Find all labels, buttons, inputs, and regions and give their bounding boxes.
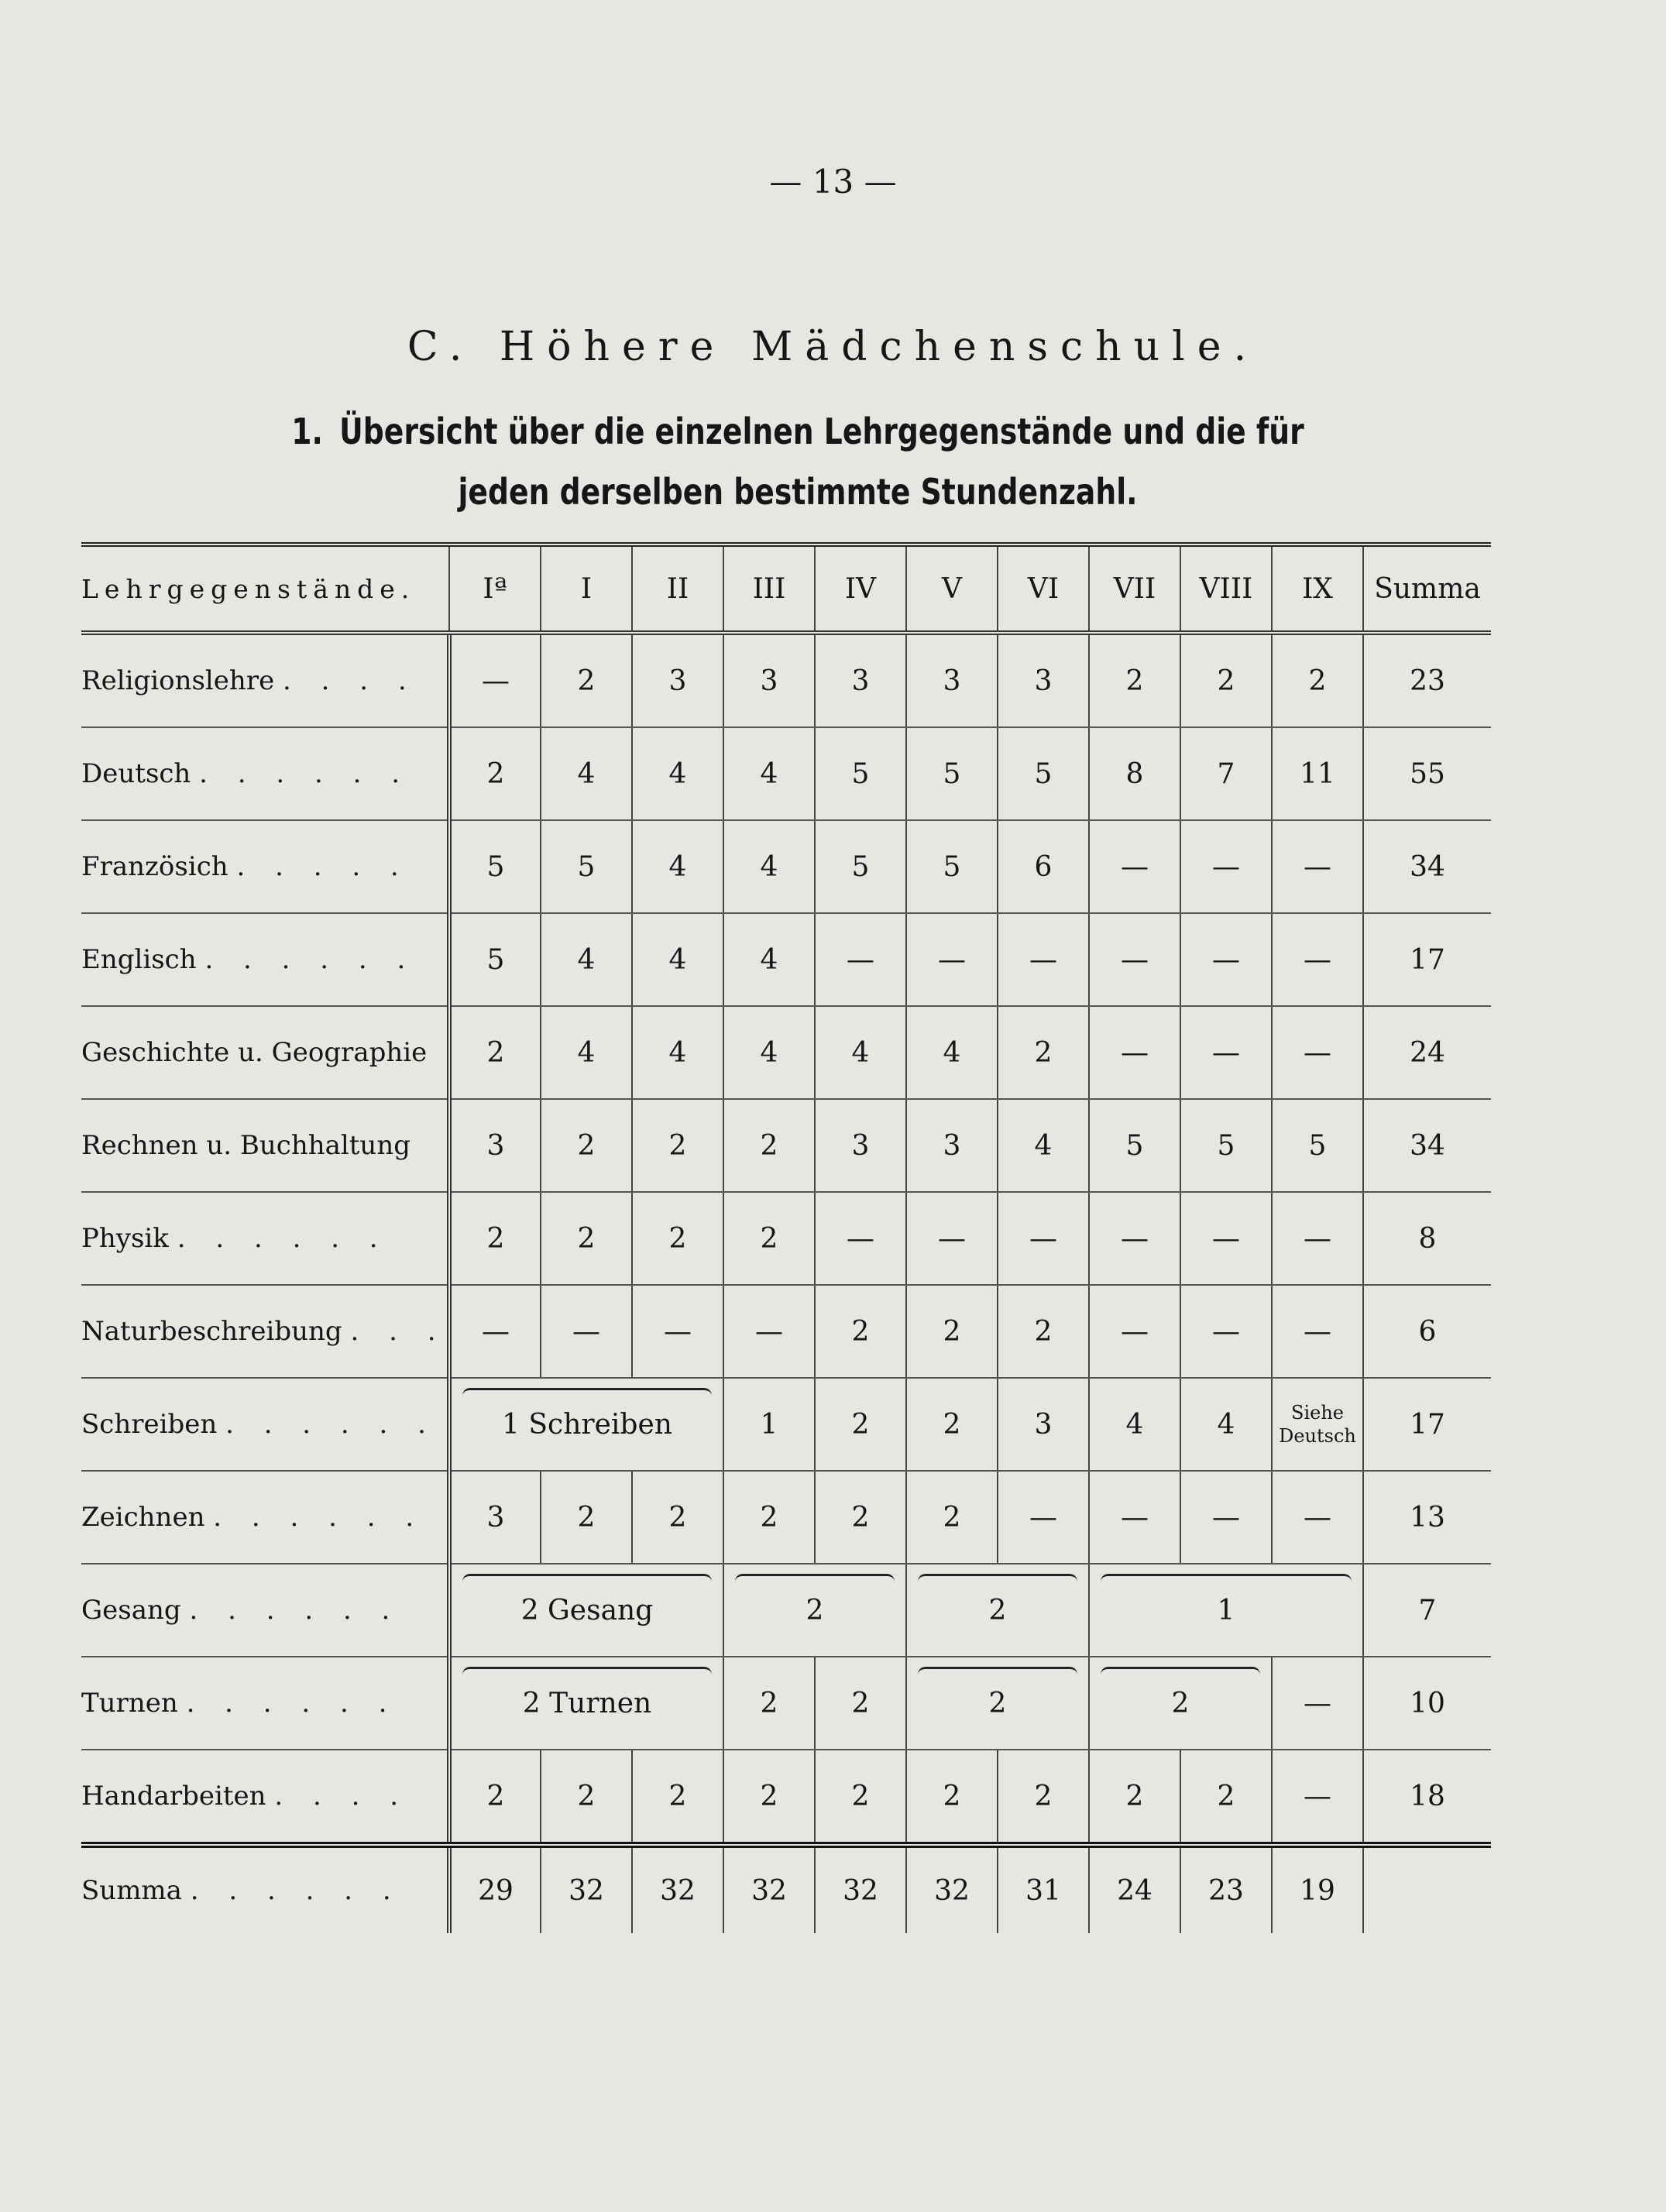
col-header-iv: IV <box>815 544 906 633</box>
cell: — <box>1180 913 1272 1006</box>
col-header-summa: Summa <box>1363 544 1491 633</box>
cell: 6 <box>998 820 1089 913</box>
row-label: Geschichte u. Geographie <box>81 1006 449 1099</box>
cell: — <box>1180 1285 1272 1378</box>
cell: — <box>1272 1192 1363 1285</box>
cell: — <box>998 913 1089 1006</box>
row-sum: 7 <box>1363 1564 1491 1657</box>
cell: 3 <box>723 633 815 727</box>
merged-cell: 1 <box>1089 1564 1363 1657</box>
col-header-viii: VIII <box>1180 544 1272 633</box>
cell: 4 <box>723 727 815 820</box>
cell: 8 <box>1089 727 1180 820</box>
cell: — <box>1089 1285 1180 1378</box>
total-cell: 32 <box>815 1845 906 1933</box>
cell: — <box>815 913 906 1006</box>
total-cell: 32 <box>723 1845 815 1933</box>
cell: 2 <box>449 1750 541 1845</box>
cell: — <box>1272 1750 1363 1845</box>
cell: 5 <box>449 820 541 913</box>
row-label: Turnen . . . . . . <box>81 1657 449 1750</box>
row-sum: 10 <box>1363 1657 1491 1750</box>
cell: 11 <box>1272 727 1363 820</box>
cell: 7 <box>1180 727 1272 820</box>
row-schreiben <box>81 1378 1491 1471</box>
cell: 2 <box>998 1006 1089 1099</box>
cell: — <box>1180 1192 1272 1285</box>
row-label: Schreiben . . . . . . <box>81 1378 449 1471</box>
cell: 2 <box>1272 633 1363 727</box>
cell: — <box>632 1285 723 1378</box>
row-sum: 6 <box>1363 1285 1491 1378</box>
row-turnen <box>81 1657 1491 1750</box>
cell: 5 <box>906 820 998 913</box>
row-sum: 17 <box>1363 913 1491 1006</box>
cell: — <box>906 1192 998 1285</box>
cell: — <box>1089 1471 1180 1564</box>
col-header-ii: II <box>632 544 723 633</box>
cell: 3 <box>998 1378 1089 1471</box>
cell: — <box>541 1285 632 1378</box>
cell: 2 <box>541 1192 632 1285</box>
row-gesang <box>81 1564 1491 1657</box>
row-sum: 18 <box>1363 1750 1491 1845</box>
col-header-v: V <box>906 544 998 633</box>
cell: 2 <box>906 1378 998 1471</box>
cell: 2 <box>632 1471 723 1564</box>
cell: 4 <box>723 913 815 1006</box>
cell: 2 <box>1180 633 1272 727</box>
cell: — <box>998 1192 1089 1285</box>
cell: 3 <box>906 1099 998 1192</box>
cell: — <box>1180 1006 1272 1099</box>
row-label: Gesang . . . . . . <box>81 1564 449 1657</box>
row-label: Summa . . . . . . <box>81 1845 449 1933</box>
cell: 4 <box>632 727 723 820</box>
cell: — <box>1272 820 1363 913</box>
merged-cell: 2 Turnen <box>449 1657 723 1750</box>
row-religionslehre <box>81 633 1491 727</box>
cell: 4 <box>1089 1378 1180 1471</box>
cell: 4 <box>541 727 632 820</box>
cell: 2 <box>815 1285 906 1378</box>
cell: — <box>1089 1192 1180 1285</box>
merged-cell: 2 <box>723 1564 906 1657</box>
cell: 4 <box>998 1099 1089 1192</box>
cell: 2 <box>541 1750 632 1845</box>
cell: 4 <box>906 1006 998 1099</box>
row-sum: 8 <box>1363 1192 1491 1285</box>
cell: 2 <box>541 633 632 727</box>
row-sum: 13 <box>1363 1471 1491 1564</box>
cell: — <box>449 1285 541 1378</box>
total-cell: 32 <box>541 1845 632 1933</box>
brace <box>462 1667 712 1681</box>
merged-cell: 2 <box>1089 1657 1272 1750</box>
cell: 2 <box>723 1657 815 1750</box>
cell: 4 <box>632 820 723 913</box>
cell: 2 <box>449 1192 541 1285</box>
cell: 2 <box>815 1657 906 1750</box>
cell: 2 <box>1089 633 1180 727</box>
cell: — <box>723 1285 815 1378</box>
cell: — <box>1089 913 1180 1006</box>
row-sum: 34 <box>1363 820 1491 913</box>
cell: 2 <box>632 1192 723 1285</box>
cell: 5 <box>815 820 906 913</box>
cell: 2 <box>541 1099 632 1192</box>
heading-number: 1. <box>291 410 323 452</box>
cell: — <box>1180 820 1272 913</box>
row-rechnen <box>81 1099 1491 1192</box>
cell: 2 <box>449 1006 541 1099</box>
cell: 5 <box>1272 1099 1363 1192</box>
total-cell: 19 <box>1272 1845 1363 1933</box>
cell: 5 <box>449 913 541 1006</box>
cell: 2 <box>906 1471 998 1564</box>
cell: — <box>906 913 998 1006</box>
cell: 5 <box>998 727 1089 820</box>
row-deutsch <box>81 727 1491 820</box>
cell: 2 <box>632 1750 723 1845</box>
brace <box>918 1667 1077 1681</box>
row-englisch <box>81 913 1491 1006</box>
cell: 5 <box>541 820 632 913</box>
cell: 4 <box>1180 1378 1272 1471</box>
cell: 2 <box>1180 1750 1272 1845</box>
cell: — <box>815 1192 906 1285</box>
cell: — <box>1089 820 1180 913</box>
total-cell: 31 <box>998 1845 1089 1933</box>
cell: — <box>1272 1471 1363 1564</box>
row-label: Handarbeiten . . . . <box>81 1750 449 1845</box>
page-number: — 13 — <box>769 163 897 201</box>
cell: 2 <box>541 1471 632 1564</box>
cell: 1 <box>723 1378 815 1471</box>
row-label: Rechnen u. Buchhaltung <box>81 1099 449 1192</box>
col-header-subject: Lehrgegenstände. <box>81 544 449 633</box>
col-header-vi: VI <box>998 544 1089 633</box>
row-geschichte <box>81 1006 1491 1099</box>
row-summa <box>81 1845 1491 1933</box>
cell: 3 <box>632 633 723 727</box>
cell: 2 <box>723 1750 815 1845</box>
row-label: Zeichnen . . . . . . <box>81 1471 449 1564</box>
cell: 3 <box>449 1099 541 1192</box>
section-title: C. Höhere Mädchenschule. <box>407 324 1259 370</box>
cell: 4 <box>632 1006 723 1099</box>
row-handarbeiten <box>81 1750 1491 1845</box>
row-sum: 17 <box>1363 1378 1491 1471</box>
brace <box>462 1574 712 1589</box>
cell: 5 <box>815 727 906 820</box>
row-naturbeschreibung <box>81 1285 1491 1378</box>
row-sum: 23 <box>1363 633 1491 727</box>
total-cell: 24 <box>1089 1845 1180 1933</box>
col-header-i: I <box>541 544 632 633</box>
cell: 2 <box>815 1378 906 1471</box>
row-label: Naturbeschreibung . . . <box>81 1285 449 1378</box>
cell: — <box>1272 1285 1363 1378</box>
cell: 2 <box>449 727 541 820</box>
cell: — <box>1272 913 1363 1006</box>
merged-cell: 2 <box>906 1657 1089 1750</box>
brace <box>1101 1667 1260 1681</box>
cell-note: Siehe Deutsch <box>1272 1378 1363 1471</box>
cell: — <box>1089 1006 1180 1099</box>
cell: 2 <box>723 1192 815 1285</box>
cell: 2 <box>1089 1750 1180 1845</box>
cell: 4 <box>815 1006 906 1099</box>
col-header-ia: Iª <box>449 544 541 633</box>
merged-cell: 2 <box>906 1564 1089 1657</box>
brace <box>462 1388 712 1403</box>
cell: 2 <box>906 1285 998 1378</box>
cell: 4 <box>723 820 815 913</box>
brace <box>918 1574 1077 1589</box>
header-row <box>81 544 1491 633</box>
cell: 5 <box>1180 1099 1272 1192</box>
cell: 2 <box>815 1750 906 1845</box>
cell: — <box>1272 1006 1363 1099</box>
cell: — <box>1180 1471 1272 1564</box>
col-header-iii: III <box>723 544 815 633</box>
cell: 4 <box>723 1006 815 1099</box>
col-header-vii: VII <box>1089 544 1180 633</box>
cell: 4 <box>541 1006 632 1099</box>
cell: — <box>449 633 541 727</box>
row-sum: 24 <box>1363 1006 1491 1099</box>
total-cell: 23 <box>1180 1845 1272 1933</box>
total-cell: 32 <box>632 1845 723 1933</box>
cell: 3 <box>449 1471 541 1564</box>
row-zeichnen <box>81 1471 1491 1564</box>
row-physik <box>81 1192 1491 1285</box>
cell: — <box>998 1471 1089 1564</box>
cell: 2 <box>632 1099 723 1192</box>
cell: 2 <box>815 1471 906 1564</box>
cell: — <box>1272 1657 1363 1750</box>
row-label: Religionslehre . . . . <box>81 633 449 727</box>
row-label: Deutsch . . . . . . <box>81 727 449 820</box>
merged-cell: 1 Schreiben <box>449 1378 723 1471</box>
row-label: Französich . . . . . <box>81 820 449 913</box>
total-cell: 29 <box>449 1845 541 1933</box>
cell: 2 <box>723 1471 815 1564</box>
row-sum: 34 <box>1363 1099 1491 1192</box>
row-sum: 55 <box>1363 727 1491 820</box>
heading-text: Übersicht über die einzelnen Lehrgegenstände und die für jeden derselben bestimmte Stundenzahl. <box>339 410 1304 513</box>
cell: 4 <box>541 913 632 1006</box>
cell: 5 <box>906 727 998 820</box>
row-franzoesich <box>81 820 1491 913</box>
cell: 4 <box>632 913 723 1006</box>
table-heading <box>252 401 1344 522</box>
cell: 2 <box>998 1285 1089 1378</box>
row-label: Englisch . . . . . . <box>81 913 449 1006</box>
merged-cell: 2 Gesang <box>449 1564 723 1657</box>
row-label: Physik . . . . . . <box>81 1192 449 1285</box>
cell: 3 <box>998 633 1089 727</box>
cell: 2 <box>906 1750 998 1845</box>
cell: 2 <box>998 1750 1089 1845</box>
brace <box>735 1574 895 1589</box>
cell: 5 <box>1089 1099 1180 1192</box>
cell: 2 <box>723 1099 815 1192</box>
brace <box>1101 1574 1352 1589</box>
cell: 3 <box>815 1099 906 1192</box>
total-cell: 32 <box>906 1845 998 1933</box>
cell: 3 <box>906 633 998 727</box>
col-header-ix: IX <box>1272 544 1363 633</box>
cell: 3 <box>815 633 906 727</box>
total-sum <box>1363 1845 1491 1933</box>
lesson-hours-table <box>81 542 1491 1933</box>
